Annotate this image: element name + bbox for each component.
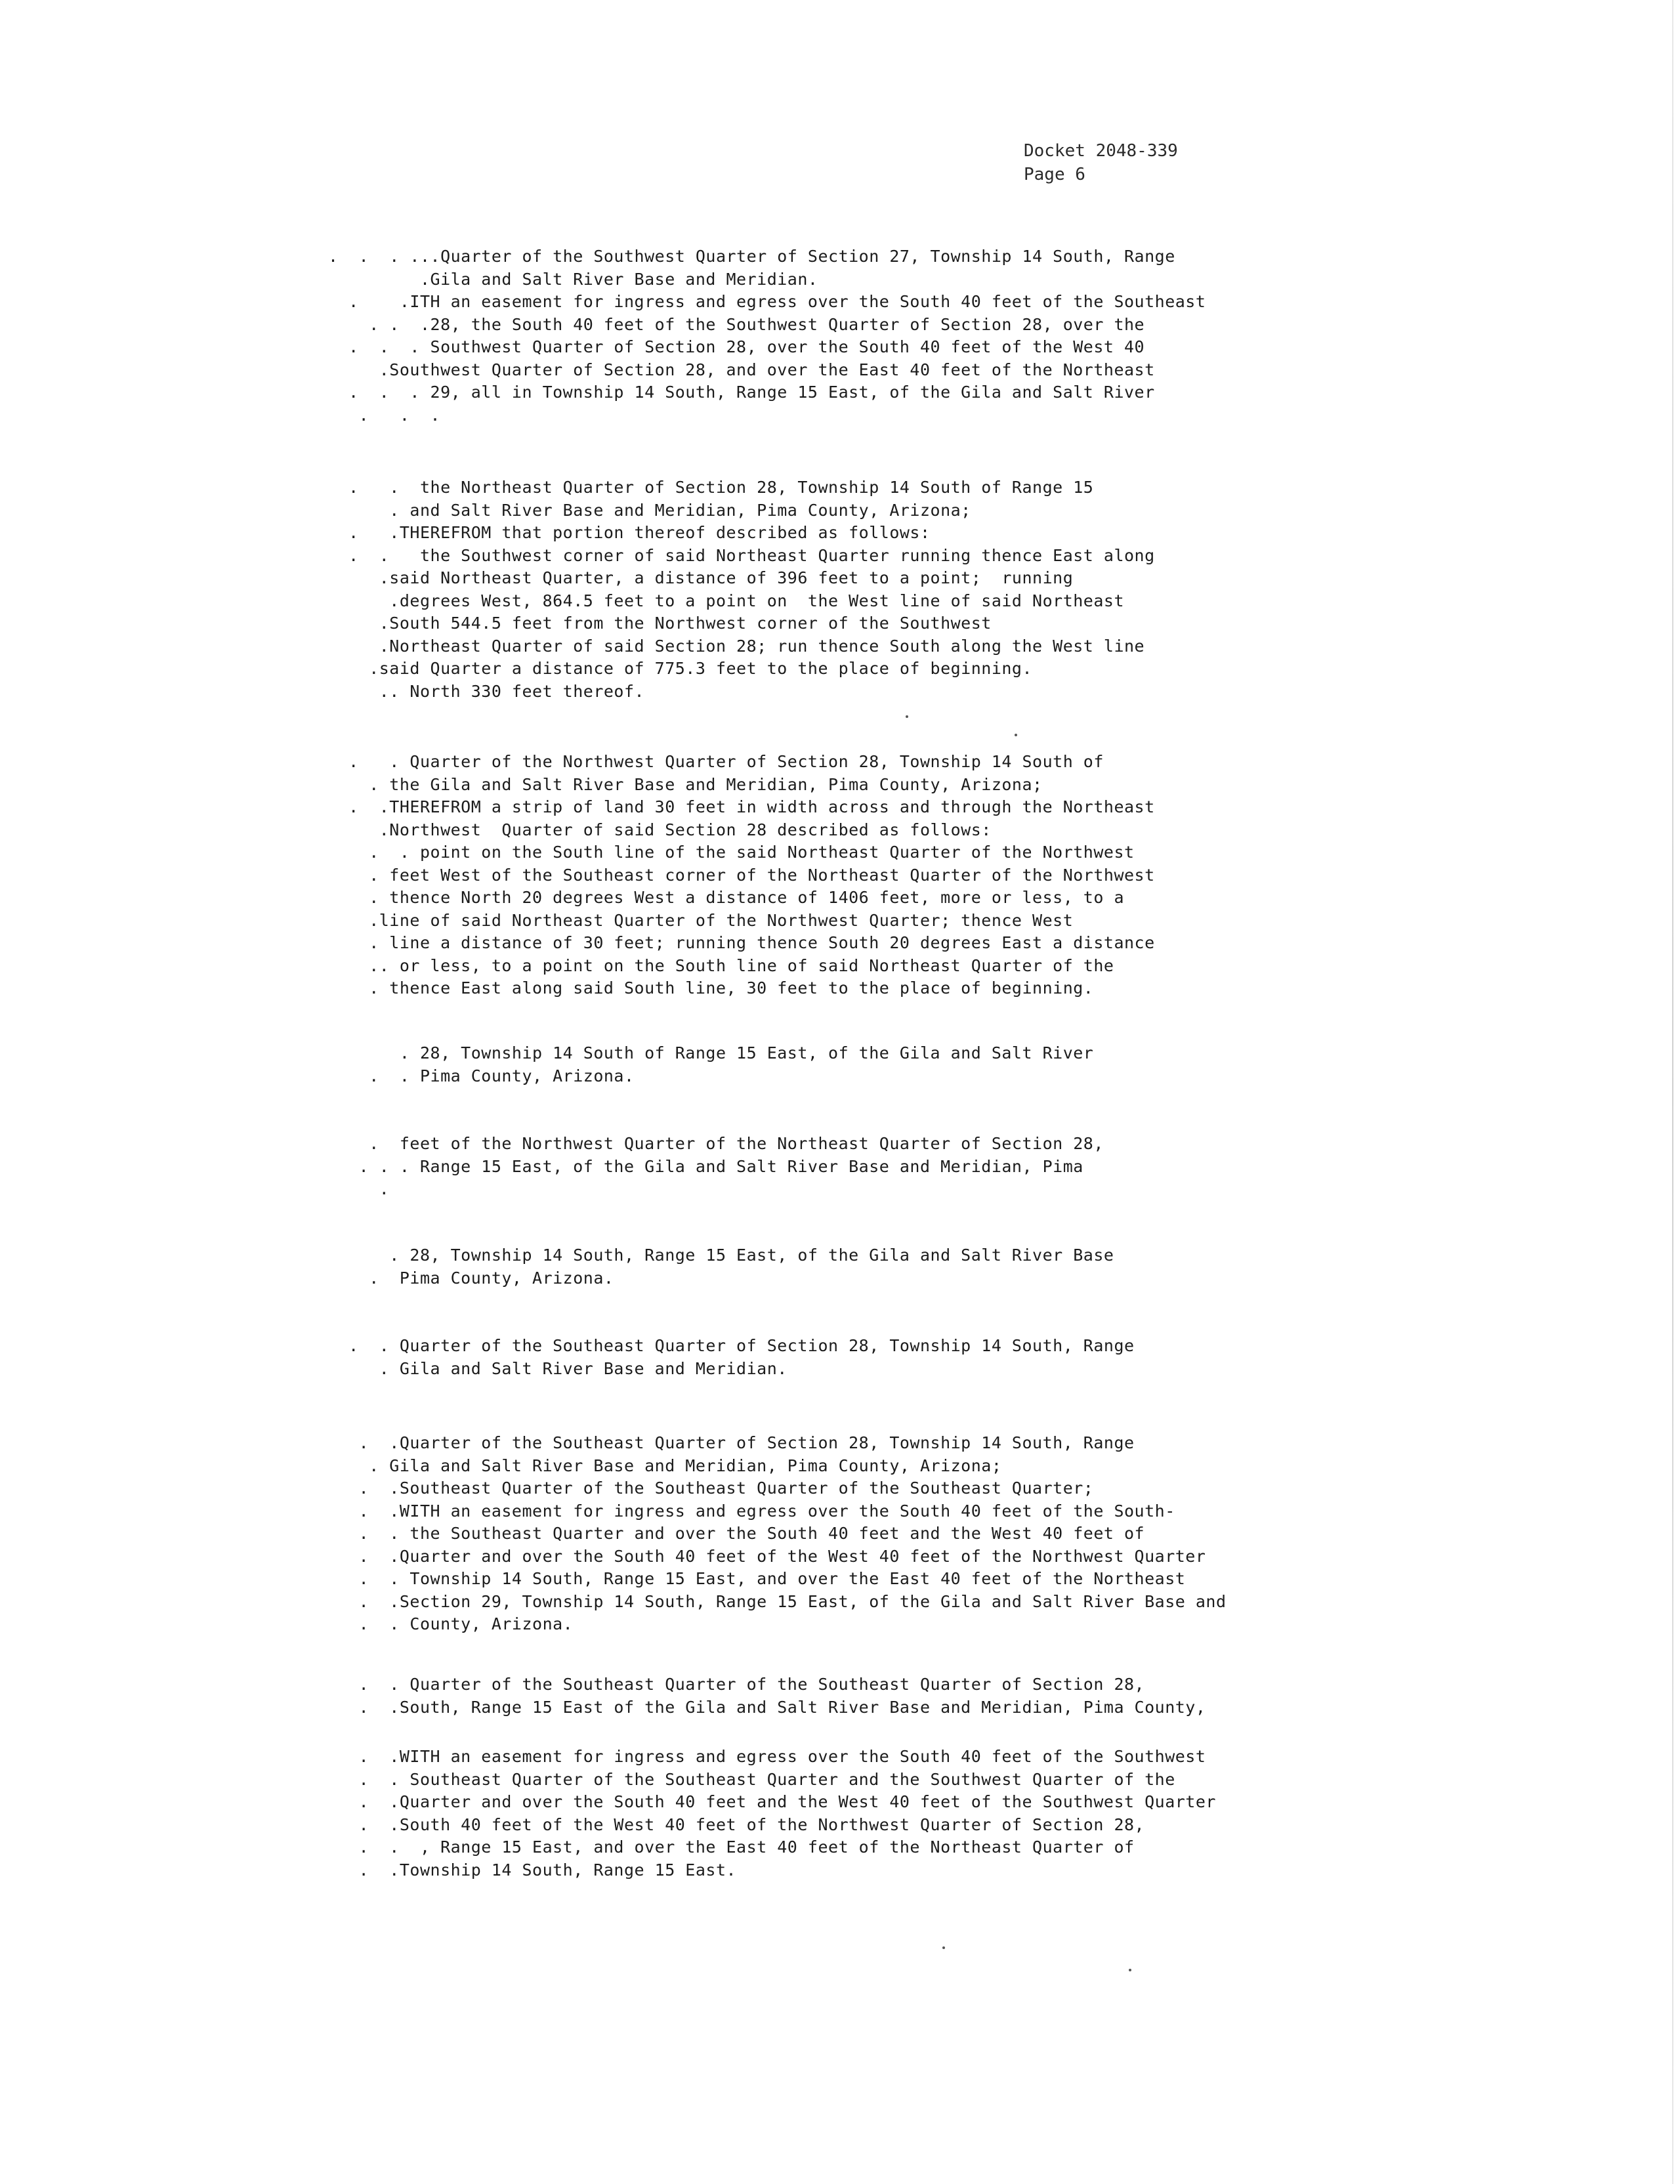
text-line: . . .28, the South 40 feet of the Southwest Quarter of Section 28, over the: [328, 314, 1145, 334]
text-line: . . , Range 15 East, and over the East 40 feet of the Northeast Quarter of: [328, 1838, 1135, 1857]
text-line: . . Quarter of the Northwest Quarter of Section 28, Township 14 South of: [328, 752, 1104, 771]
text-line: . Gila and Salt River Base and Meridian.: [328, 1358, 788, 1378]
text-line: . . . Range 15 East, of the Gila and Salt River Base and Meridian, Pima: [328, 1156, 1083, 1176]
text-line: . thence North 20 degrees West a distance of 1406 feet, more or less, to a: [328, 888, 1124, 907]
text-line: .Northeast Quarter of said Section 28; run thence South along the West line: [328, 636, 1145, 656]
text-line: . .ITH an easement for ingress and egress over the South 40 feet of the Southeast: [328, 292, 1206, 311]
page-header: [1024, 139, 1178, 186]
scan-edge-line: [1672, 0, 1673, 2184]
text-line: . . the Northeast Quarter of Section 28, Township 14 South of Range 15: [328, 478, 1094, 497]
text-line: .said Quarter a distance of 775.3 feet to the place of beginning.: [328, 659, 1033, 678]
scan-speck: [942, 1946, 945, 1949]
docket-number: Docket 2048-339: [1024, 141, 1178, 161]
text-line: . .South, Range 15 East of the Gila and Salt River Base and Meridian, Pima County,: [328, 1697, 1206, 1717]
text-line: . 28, Township 14 South of Range 15 East, of the Gila and Salt River: [328, 1043, 1094, 1062]
paragraph-5: [328, 1133, 1352, 1201]
text-line: . and Salt River Base and Meridian, Pima County, Arizona;: [328, 500, 971, 520]
text-line: . . Township 14 South, Range 15 East, and over the East 40 feet of the Northeast: [328, 1569, 1186, 1588]
text-line: .Northwest Quarter of said Section 28 described as follows:: [328, 820, 992, 839]
text-line: . . .: [328, 405, 441, 425]
text-line: . the Gila and Salt River Base and Meridian, Pima County, Arizona;: [328, 774, 1043, 794]
text-line: . .THEREFROM that portion thereof described as follows:: [328, 523, 931, 542]
text-line: . .Quarter of the Southeast Quarter of Section 28, Township 14 South, Range: [328, 1433, 1135, 1452]
text-line: . . the Southwest corner of said Northeast Quarter running thence East along: [328, 545, 1155, 565]
text-line: . thence East along said South line, 30 feet to the place of beginning.: [328, 978, 1094, 998]
paragraph-2: [328, 476, 1352, 703]
scan-speck: [906, 715, 908, 718]
scan-speck: [1015, 734, 1017, 736]
text-line: . . Southeast Quarter of the Southeast Quarter and the Southwest Quarter of the: [328, 1769, 1175, 1789]
paragraph-6: [328, 1244, 1352, 1290]
text-line: . line a distance of 30 feet; running thence South 20 degrees East a distance: [328, 933, 1155, 952]
text-line: . . . Southwest Quarter of Section 28, over the South 40 feet of the West 40: [328, 337, 1145, 356]
text-line: . . Pima County, Arizona.: [328, 1066, 635, 1085]
text-line: . feet West of the Southeast corner of the Northeast Quarter of the Northwest: [328, 865, 1155, 885]
text-line: . . County, Arizona.: [328, 1614, 574, 1633]
text-line: .: [328, 1179, 390, 1198]
text-line: .Gila and Salt River Base and Meridian.: [328, 269, 818, 289]
text-line: . .South 40 feet of the West 40 feet of the Northwest Quarter of Section 28,: [328, 1815, 1145, 1834]
text-line: .. or less, to a point on the South line of said Northeast Quarter of the: [328, 956, 1114, 975]
text-line: . . . ...Quarter of the Southwest Quarter of Section 27, Township 14 South, Range: [328, 247, 1175, 266]
text-line: . . the Southeast Quarter and over the South 40 feet and the West 40 feet of: [328, 1524, 1145, 1543]
text-line: . . point on the South line of the said Northeast Quarter of the Northwest: [328, 843, 1135, 862]
paragraph-8: [328, 1432, 1352, 1636]
paragraph-4: [328, 1042, 1352, 1087]
text-line: . . Quarter of the Southeast Quarter of Section 28, Township 14 South, Range: [328, 1336, 1135, 1355]
text-line: . .THEREFROM a strip of land 30 feet in width across and through the Northeast: [328, 797, 1155, 816]
text-line: . .WITH an easement for ingress and egress over the South 40 feet of the South-: [328, 1501, 1175, 1521]
text-line: .Southwest Quarter of Section 28, and over the East 40 feet of the Northeast: [328, 360, 1155, 379]
text-line: .said Northeast Quarter, a distance of 396 feet to a point; running: [328, 568, 1074, 587]
text-line: . Gila and Salt River Base and Meridian, Pima County, Arizona;: [328, 1456, 1002, 1475]
text-line: .. North 330 feet thereof.: [328, 681, 645, 701]
text-line: .line of said Northeast Quarter of the Northwest Quarter; thence West: [328, 910, 1074, 930]
text-line: . 28, Township 14 South, Range 15 East, of the Gila and Salt River Base: [328, 1246, 1114, 1265]
text-line: . feet of the Northwest Quarter of the Northeast Quarter of Section 28,: [328, 1134, 1104, 1153]
text-line: .degrees West, 864.5 feet to a point on the West line of said Northeast: [328, 591, 1124, 610]
scan-speck: [1129, 1969, 1131, 1971]
text-line: .South 544.5 feet from the Northwest corner of the Southwest: [328, 614, 992, 633]
text-line: . .Quarter and over the South 40 feet of the West 40 feet of the Northwest Quarter: [328, 1546, 1206, 1566]
text-line: . . . 29, all in Township 14 South, Range 15 East, of the Gila and Salt River: [328, 383, 1155, 402]
text-line: . . Quarter of the Southeast Quarter of the Southeast Quarter of Section 28,: [328, 1675, 1145, 1694]
text-line: . .Quarter and over the South 40 feet and the West 40 feet of the Southwest Quarter: [328, 1792, 1216, 1811]
text-line: . .Section 29, Township 14 South, Range 15 East, of the Gila and Salt River Base and: [328, 1591, 1227, 1611]
page-number: Page 6: [1024, 165, 1085, 184]
text-line: . Pima County, Arizona.: [328, 1268, 614, 1288]
paragraph-3: [328, 751, 1352, 1000]
text-line: . .WITH an easement for ingress and egress over the South 40 feet of the Southwest: [328, 1747, 1206, 1766]
paragraph-1: [328, 245, 1352, 427]
text-line: . .Township 14 South, Range 15 East.: [328, 1860, 737, 1880]
text-line: . .Southeast Quarter of the Southeast Quarter of the Southeast Quarter;: [328, 1479, 1094, 1498]
paragraph-7: [328, 1335, 1352, 1380]
paragraph-10: [328, 1746, 1352, 1881]
paragraph-9: [328, 1673, 1352, 1719]
